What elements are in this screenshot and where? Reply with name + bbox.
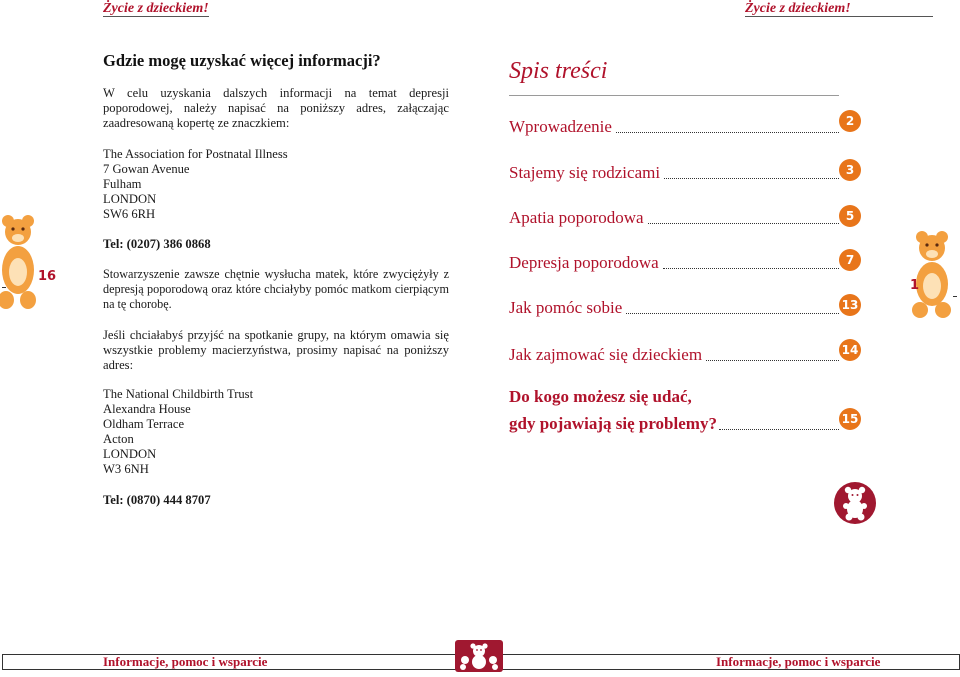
toc-page-badge: 7 xyxy=(839,249,861,271)
footer-text-right: Informacje, pomoc i wsparcie xyxy=(716,654,881,669)
toc-item-apatia[interactable] xyxy=(509,208,839,228)
edge-dash-left xyxy=(2,287,6,288)
teddy-logo-icon xyxy=(455,640,503,672)
teddy-bear-icon xyxy=(0,212,36,312)
telephone-nct: Tel: (0870) 444 8707 xyxy=(103,493,211,507)
teddy-bear-icon xyxy=(910,228,952,320)
address-line: Alexandra House xyxy=(103,402,191,416)
page-number-right: 1 xyxy=(910,278,920,293)
toc-dot-leader xyxy=(664,177,839,179)
address-line: LONDON xyxy=(103,447,157,461)
address-line: The National Childbirth Trust xyxy=(103,387,254,401)
toc-page-badge: 14 xyxy=(839,339,861,361)
group-meeting-paragraph: Jeśli chciałabyś przyjść na spotkanie grupy, na którym omawia się wszystkie problemy macierzyństwa, prosimy napisać na poniższy adres: xyxy=(103,328,449,372)
toc-item-stajemy[interactable] xyxy=(509,163,839,183)
association-paragraph: Stowarzyszenie zawsze chętnie wysłucha matek, które zwyciężyły z depresją poporodową oraz które chciałyby pomóc matkom cierpiącym na tę chorobę. xyxy=(103,267,449,311)
header-rule-left xyxy=(103,16,209,17)
address-line: 7 Gowan Avenue xyxy=(103,162,190,176)
toc-item-jak-pomoc[interactable] xyxy=(509,298,839,318)
toc-dot-leader xyxy=(616,131,839,133)
address-line: LONDON xyxy=(103,192,157,206)
page-title: Gdzie mogę uzyskać więcej informacji? xyxy=(103,51,381,70)
toc-page-badge: 15 xyxy=(839,408,861,430)
address-line: Oldham Terrace xyxy=(103,417,185,431)
toc-page-badge: 2 xyxy=(839,110,861,132)
address-line: The Association for Postnatal Illness xyxy=(103,147,288,161)
toc-item-label: Apatia poporodowa xyxy=(509,208,644,227)
toc-page-badge: 5 xyxy=(839,205,861,227)
toc-dot-leader xyxy=(648,222,839,224)
toc-item-label: Stajemy się rodzicami xyxy=(509,163,661,182)
toc-dot-leader xyxy=(626,312,839,314)
toc-item-wprowadzenie[interactable] xyxy=(509,117,839,137)
toc-page-badge: 3 xyxy=(839,159,861,181)
toc-item-jak-zajmowac[interactable] xyxy=(509,345,839,365)
telephone-association: Tel: (0207) 386 0868 xyxy=(103,237,211,251)
address-line: SW6 6RH xyxy=(103,207,156,221)
header-title-right: Życie z dzieckiem! xyxy=(745,1,851,16)
address-association xyxy=(103,147,449,222)
toc-item-label: Depresja poporodowa xyxy=(509,253,659,272)
toc-item-depresja[interactable] xyxy=(509,253,839,273)
toc-title-rule xyxy=(509,95,839,96)
address-line: W3 6NH xyxy=(103,462,149,476)
toc-item-label: Jak pomóc sobie xyxy=(509,298,623,317)
page-number-left: 16 xyxy=(38,269,57,284)
footer-text-left: Informacje, pomoc i wsparcie xyxy=(103,654,268,669)
toc-title: Spis treści xyxy=(509,58,608,84)
header-title-left: Życie z dzieckiem! xyxy=(103,1,209,16)
toc-dot-leader xyxy=(719,428,839,430)
toc-item-label: Jak zajmować się dzieckiem xyxy=(509,345,703,364)
intro-paragraph: W celu uzyskania dalszych informacji na temat depresji poporodowej, należy napisać na poniższy adres, załączając zaadresowaną kopertę ze znaczkiem: xyxy=(103,86,449,130)
toc-dot-leader xyxy=(706,359,839,361)
edge-dash-right xyxy=(953,296,957,297)
toc-item-label-line1[interactable]: Do kogo możesz się udać, xyxy=(509,387,692,406)
toc-item-do-kogo[interactable] xyxy=(509,414,839,434)
address-nct xyxy=(103,387,449,477)
header-rule-right xyxy=(745,16,933,17)
teddy-logo-icon xyxy=(833,481,877,525)
address-line: Acton xyxy=(103,432,134,446)
toc-dot-leader xyxy=(663,267,839,269)
toc-item-label: Wprowadzenie xyxy=(509,117,612,136)
address-line: Fulham xyxy=(103,177,142,191)
toc-page-badge: 13 xyxy=(839,294,861,316)
toc-item-label-line2: gdy pojawiają się problemy? xyxy=(509,414,717,433)
